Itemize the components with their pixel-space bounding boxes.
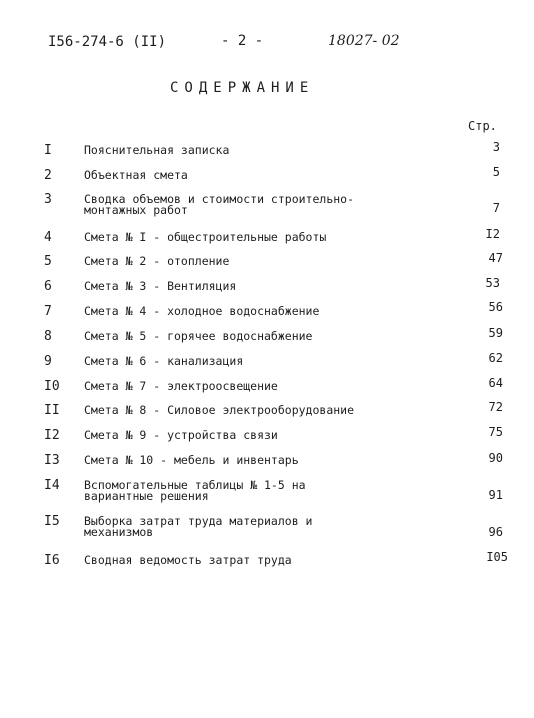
- toc-entry-page: I05: [486, 550, 508, 564]
- toc-entry-page: 5: [492, 165, 500, 179]
- toc-entry-page: 72: [488, 400, 503, 414]
- toc-entry-page: 96: [488, 525, 503, 539]
- toc-entry-title: Смета № 5 - горячее водоснабжение: [84, 329, 313, 343]
- toc-entry-title: Смета № 8 - Силовое электрооборудование: [84, 403, 355, 417]
- toc-entry-number: 9: [44, 354, 52, 369]
- toc-entry-title: Смета № 6 - канализация: [84, 354, 244, 368]
- toc-entry-page: 53: [485, 276, 500, 290]
- document-number: 18027- 02: [328, 33, 400, 49]
- toc-entry-number: I6: [44, 553, 60, 568]
- toc-entry-title: Смета № 2 - отопление: [84, 254, 230, 268]
- toc-entry-title: Смета № 9 - устройства связи: [84, 428, 278, 442]
- toc-entry-page: 62: [488, 351, 503, 365]
- toc-entry-page: I2: [485, 227, 500, 241]
- toc-entry-title: Объектная смета: [84, 168, 188, 182]
- toc-entry-number: 6: [44, 279, 52, 294]
- toc-entry-title: Смета № 10 - мебель и инвентарь: [84, 453, 299, 467]
- toc-entry-number: 2: [44, 168, 52, 183]
- toc-entry-title: Вспомогательные таблицы № 1-5 на вариантные решения: [84, 478, 306, 503]
- toc-entry-number: 8: [44, 329, 52, 344]
- toc-entry-title: Смета № 7 - электроосвещение: [84, 379, 278, 393]
- toc-entry-page: 75: [488, 425, 503, 439]
- toc-entry-title: Смета № I - общестроительные работы: [84, 230, 327, 244]
- toc-entry-title: Сводная ведомость затрат труда: [84, 553, 292, 567]
- toc-entry-title: Пояснительная записка: [84, 143, 230, 157]
- toc-entry-page: 7: [492, 201, 500, 215]
- toc-entry-title: Выборка затрат труда материалов и механизмов: [84, 514, 313, 539]
- contents-title: СОДЕРЖАНИЕ: [170, 80, 315, 96]
- toc-entry-number: 7: [44, 304, 52, 319]
- toc-entry-title: Смета № 3 - Вентиляция: [84, 279, 237, 293]
- toc-entry-title: Сводка объемов и стоимости строительно- монтажных работ: [84, 192, 355, 217]
- toc-entry-number: II: [44, 403, 60, 418]
- toc-entry-page: 3: [492, 140, 500, 154]
- toc-entry-number: 3: [44, 192, 52, 207]
- toc-entry-page: 91: [488, 488, 503, 502]
- toc-entry-number: 5: [44, 254, 52, 269]
- toc-entry-page: 47: [488, 251, 503, 265]
- toc-entry-page: 90: [488, 451, 503, 465]
- toc-entry-title: Смета № 4 - холодное водоснабжение: [84, 304, 320, 318]
- toc-entry-number: I3: [44, 453, 60, 468]
- pages-column-label: Стр.: [468, 119, 497, 133]
- toc-entry-number: 4: [44, 230, 52, 245]
- toc-entry-number: I: [44, 143, 52, 158]
- toc-entry-number: I5: [44, 514, 60, 529]
- toc-entry-page: 59: [488, 326, 503, 340]
- toc-entry-number: I0: [44, 379, 60, 394]
- toc-entry-number: I4: [44, 478, 60, 493]
- document-code: I56-274-6 (II): [48, 34, 167, 50]
- toc-entry-page: 56: [488, 300, 503, 314]
- toc-entry-page: 64: [488, 376, 503, 390]
- toc-entry-number: I2: [44, 428, 60, 443]
- page-number: - 2 -: [221, 33, 264, 49]
